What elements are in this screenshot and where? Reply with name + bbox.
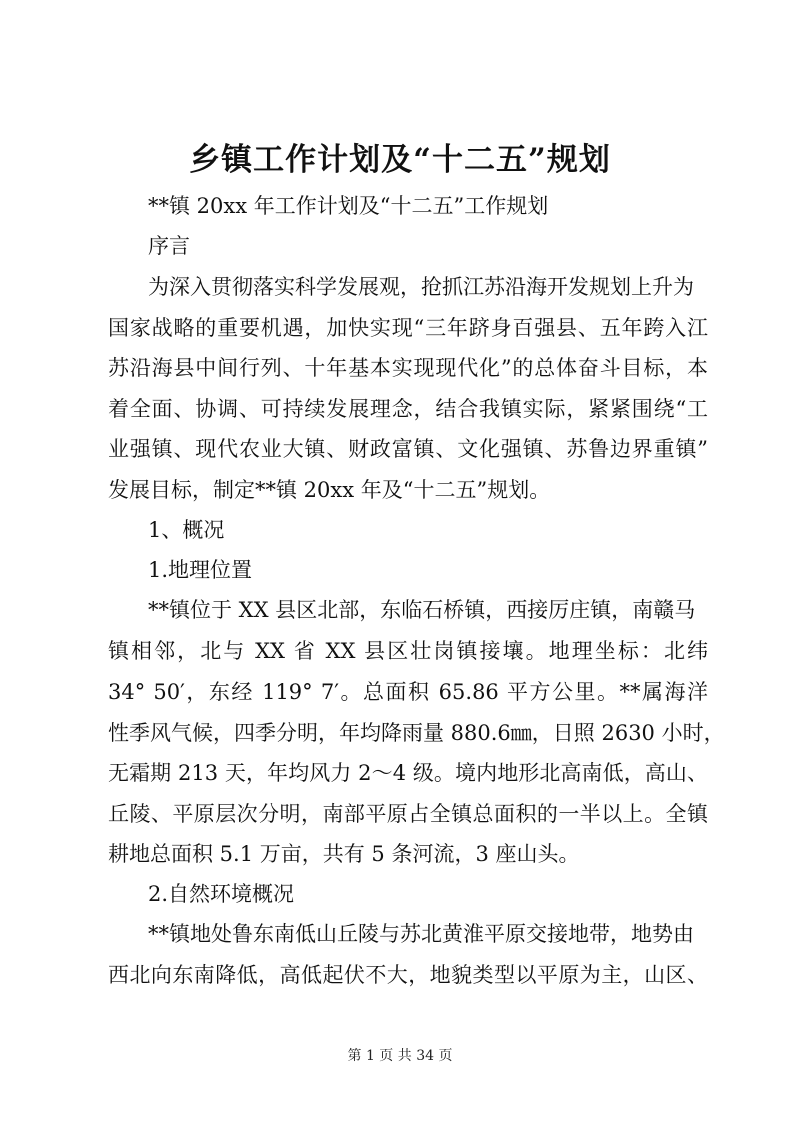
paragraph-line: 无霜期 213 天，年均风力 2～4 级。境内地形北高南低，高山、 — [108, 761, 708, 785]
paragraph-line: 苏沿海县中间行列、十年基本实现现代化”的总体奋斗目标，本 — [108, 356, 708, 380]
paragraph-line: 发展目标，制定**镇 20xx 年及“十二五”规划。 — [108, 478, 551, 502]
page-number-footer: 第 1 页 共 34 页 — [347, 1048, 453, 1064]
paragraph-line: 丘陵、平原层次分明，南部平原占全镇总面积的一半以上。全镇 — [108, 802, 708, 826]
paragraph-line: 镇相邻，北与 XX 省 XX 县区壮岗镇接壤。地理坐标：北纬 — [108, 639, 708, 663]
paragraph-line: 性季风气候，四季分明，年均降雨量 880.6㎜，日照 2630 小时， — [108, 721, 725, 745]
paragraph-line: 34° 50′，东经 119° 7′。总面积 65.86 平方公里。**属海洋 — [108, 680, 708, 704]
paragraph-line: 着全面、协调、可持续发展理念，结合我镇实际，紧紧围绕“工 — [108, 397, 708, 421]
paragraph-line: 国家战略的重要机遇，加快实现“三年跻身百强县、五年跨入江 — [108, 316, 708, 340]
document-title: 乡镇工作计划及“十二五”规划 — [189, 142, 611, 178]
preface-heading: 序言 — [148, 234, 190, 258]
section-heading: 1、概况 — [148, 518, 225, 542]
paragraph-line: **镇位于 XX 县区北部，东临石桥镇，西接厉庄镇，南赣马 — [148, 598, 696, 622]
subsection-heading: 2.自然环境概况 — [148, 882, 295, 906]
subsection-heading: 1.地理位置 — [148, 558, 253, 582]
paragraph-line: 西北向东南降低，高低起伏不大，地貌类型以平原为主，山区、 — [108, 963, 708, 987]
paragraph-line: **镇地处鲁东南低山丘陵与苏北黄淮平原交接地带，地势由 — [148, 922, 694, 946]
paragraph-line: 耕地总面积 5.1 万亩，共有 5 条河流，3 座山头。 — [108, 842, 580, 866]
paragraph-line: 为深入贯彻落实科学发展观，抢抓江苏沿海开发规划上升为 — [148, 275, 694, 299]
paragraph-line: 业强镇、现代农业大镇、财政富镇、文化强镇、苏鲁边界重镇” — [108, 437, 708, 461]
document-subtitle: **镇 20xx 年工作计划及“十二五”工作规划 — [148, 194, 549, 218]
